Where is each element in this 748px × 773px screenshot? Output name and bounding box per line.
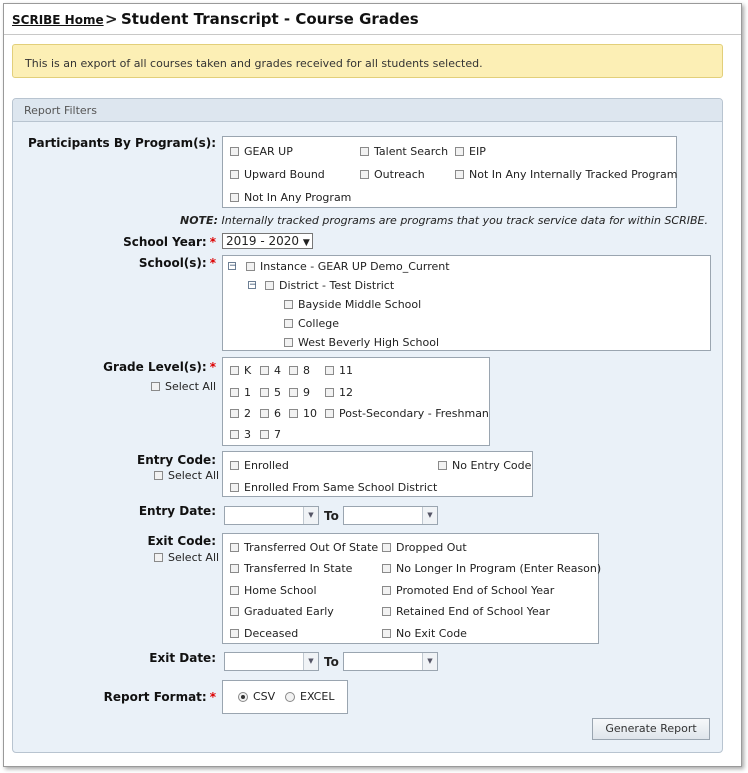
checkbox-icon[interactable] <box>382 629 391 638</box>
grades-label: Grade Level(s): * <box>103 360 216 374</box>
checkbox-icon[interactable] <box>230 409 239 418</box>
school-instance[interactable]: Instance - GEAR UP Demo_Current <box>246 260 450 273</box>
scribe-home-link[interactable]: SCRIBE Home <box>12 13 104 27</box>
checkbox-icon[interactable] <box>230 461 239 470</box>
exit-code-none[interactable]: No Exit Code <box>382 627 467 640</box>
breadcrumb-separator: > <box>105 10 118 28</box>
exit-code-select-all[interactable]: Select All <box>154 551 219 564</box>
exit-code-promoted[interactable]: Promoted End of School Year <box>382 584 554 597</box>
chevron-down-icon[interactable]: ▼ <box>422 653 437 670</box>
program-eip[interactable]: EIP <box>455 145 486 158</box>
checkbox-icon[interactable] <box>438 461 447 470</box>
exit-code-out-of-state[interactable]: Transferred Out Of State <box>230 541 378 554</box>
checkbox-icon[interactable] <box>230 193 239 202</box>
checkbox-icon[interactable] <box>260 366 269 375</box>
school-west-beverly[interactable]: West Beverly High School <box>284 336 439 349</box>
checkbox-icon[interactable] <box>230 170 239 179</box>
exit-code-retained[interactable]: Retained End of School Year <box>382 605 550 618</box>
checkbox-icon[interactable] <box>265 281 274 290</box>
checkbox-icon[interactable] <box>260 388 269 397</box>
checkbox-icon[interactable] <box>230 147 239 156</box>
exit-date-from-input[interactable] <box>224 652 319 671</box>
exit-code-dropped-out[interactable]: Dropped Out <box>382 541 467 554</box>
programs-note: NOTE: Internally tracked programs are programs that you track service data for within SCRIBE. <box>180 214 708 227</box>
grade-k[interactable]: K <box>230 364 251 377</box>
checkbox-icon[interactable] <box>154 471 163 480</box>
grade-post-secondary[interactable]: Post-Secondary - Freshman <box>325 407 489 420</box>
checkbox-icon[interactable] <box>230 607 239 616</box>
chevron-down-icon[interactable]: ▼ <box>422 507 437 524</box>
program-not-internal[interactable]: Not In Any Internally Tracked Program <box>455 168 678 181</box>
checkbox-icon[interactable] <box>230 564 239 573</box>
grade-11[interactable]: 11 <box>325 364 353 377</box>
grade-10[interactable]: 10 <box>289 407 317 420</box>
checkbox-icon[interactable] <box>360 147 369 156</box>
checkbox-icon[interactable] <box>289 366 298 375</box>
checkbox-icon[interactable] <box>230 586 239 595</box>
report-format-label: Report Format: * <box>103 690 216 704</box>
grade-2[interactable]: 2 <box>230 407 251 420</box>
info-notice <box>12 44 723 78</box>
checkbox-icon[interactable] <box>230 388 239 397</box>
chevron-down-icon: ▼ <box>302 238 310 248</box>
exit-code-label: Exit Code: <box>147 534 216 548</box>
entry-code-select-all[interactable]: Select All <box>154 469 219 482</box>
grade-8[interactable]: 8 <box>289 364 310 377</box>
grade-1[interactable]: 1 <box>230 386 251 399</box>
checkbox-icon[interactable] <box>230 629 239 638</box>
entry-code-none[interactable]: No Entry Code <box>438 459 531 472</box>
format-csv-radio[interactable]: CSV <box>238 690 275 703</box>
minus-square-icon[interactable]: − <box>229 261 237 271</box>
grade-12[interactable]: 12 <box>325 386 353 399</box>
checkbox-icon[interactable] <box>260 430 269 439</box>
checkbox-icon[interactable] <box>230 366 239 375</box>
exit-code-no-longer[interactable]: No Longer In Program (Enter Reason) <box>382 562 601 575</box>
exit-date-label: Exit Date: <box>149 651 216 665</box>
entry-date-from-input[interactable] <box>224 506 319 525</box>
exit-code-home-school[interactable]: Home School <box>230 584 317 597</box>
checkbox-icon[interactable] <box>325 409 334 418</box>
chevron-down-icon[interactable]: ▼ <box>303 653 318 670</box>
school-district[interactable]: District - Test District <box>265 279 394 292</box>
page-title: Student Transcript - Course Grades <box>121 10 419 28</box>
entry-code-enrolled[interactable]: Enrolled <box>230 459 289 472</box>
format-excel-radio[interactable]: EXCEL <box>285 690 334 703</box>
checkbox-icon[interactable] <box>289 388 298 397</box>
entry-code-label: Entry Code: <box>137 453 216 467</box>
entry-date-to-label: To <box>324 509 339 523</box>
checkbox-icon[interactable] <box>230 543 239 552</box>
program-outreach[interactable]: Outreach <box>360 168 425 181</box>
minus-square-icon[interactable]: − <box>249 280 257 290</box>
checkbox-icon[interactable] <box>260 409 269 418</box>
checkbox-icon[interactable] <box>151 382 160 391</box>
checkbox-icon[interactable] <box>455 170 464 179</box>
program-not-any[interactable]: Not In Any Program <box>230 191 351 204</box>
school-year-label: School Year: * <box>123 235 216 249</box>
exit-code-graduated-early[interactable]: Graduated Early <box>230 605 334 618</box>
checkbox-icon[interactable] <box>382 564 391 573</box>
exit-date-to-label: To <box>324 655 339 669</box>
school-college[interactable]: College <box>284 317 339 330</box>
exit-code-deceased[interactable]: Deceased <box>230 627 298 640</box>
checkbox-icon[interactable] <box>325 366 334 375</box>
school-bayside[interactable]: Bayside Middle School <box>284 298 421 311</box>
checkbox-icon[interactable] <box>284 338 293 347</box>
grade-5[interactable]: 5 <box>260 386 281 399</box>
grade-7[interactable]: 7 <box>260 428 281 441</box>
title-bar <box>4 4 741 35</box>
chevron-down-icon[interactable]: ▼ <box>303 507 318 524</box>
checkbox-icon[interactable] <box>284 300 293 309</box>
grade-3[interactable]: 3 <box>230 428 251 441</box>
program-talent-search[interactable]: Talent Search <box>360 145 448 158</box>
checkbox-icon[interactable] <box>230 483 239 492</box>
checkbox-icon[interactable] <box>382 543 391 552</box>
programs-label: Participants By Program(s): <box>28 136 216 150</box>
radio-icon[interactable] <box>285 692 295 702</box>
grade-6[interactable]: 6 <box>260 407 281 420</box>
generate-report-button[interactable]: Generate Report <box>592 718 710 740</box>
program-gear-up[interactable]: GEAR UP <box>230 145 293 158</box>
checkbox-icon[interactable] <box>289 409 298 418</box>
radio-selected-icon[interactable] <box>238 692 248 702</box>
program-upward-bound[interactable]: Upward Bound <box>230 168 325 181</box>
entry-code-same-district[interactable]: Enrolled From Same School District <box>230 481 437 494</box>
entry-date-to-input[interactable] <box>343 506 438 525</box>
panel-header <box>13 99 722 122</box>
checkbox-icon[interactable] <box>382 586 391 595</box>
notice-text: This is an export of all courses taken and grades received for all students selected. <box>25 57 483 70</box>
grades-select-all[interactable]: Select All <box>151 380 216 393</box>
grade-4[interactable]: 4 <box>260 364 281 377</box>
grade-9[interactable]: 9 <box>289 386 310 399</box>
checkbox-icon[interactable] <box>382 607 391 616</box>
checkbox-icon[interactable] <box>246 262 255 271</box>
checkbox-icon[interactable] <box>154 553 163 562</box>
schools-label: School(s): * <box>138 256 216 270</box>
entry-date-label: Entry Date: <box>138 504 216 518</box>
school-year-select[interactable]: 2019 - 2020 ▼ <box>222 233 313 249</box>
exit-date-to-input[interactable] <box>343 652 438 671</box>
checkbox-icon[interactable] <box>360 170 369 179</box>
checkbox-icon[interactable] <box>284 319 293 328</box>
exit-code-in-state[interactable]: Transferred In State <box>230 562 352 575</box>
checkbox-icon[interactable] <box>230 430 239 439</box>
panel-title: Report Filters <box>24 104 97 117</box>
checkbox-icon[interactable] <box>325 388 334 397</box>
checkbox-icon[interactable] <box>455 147 464 156</box>
